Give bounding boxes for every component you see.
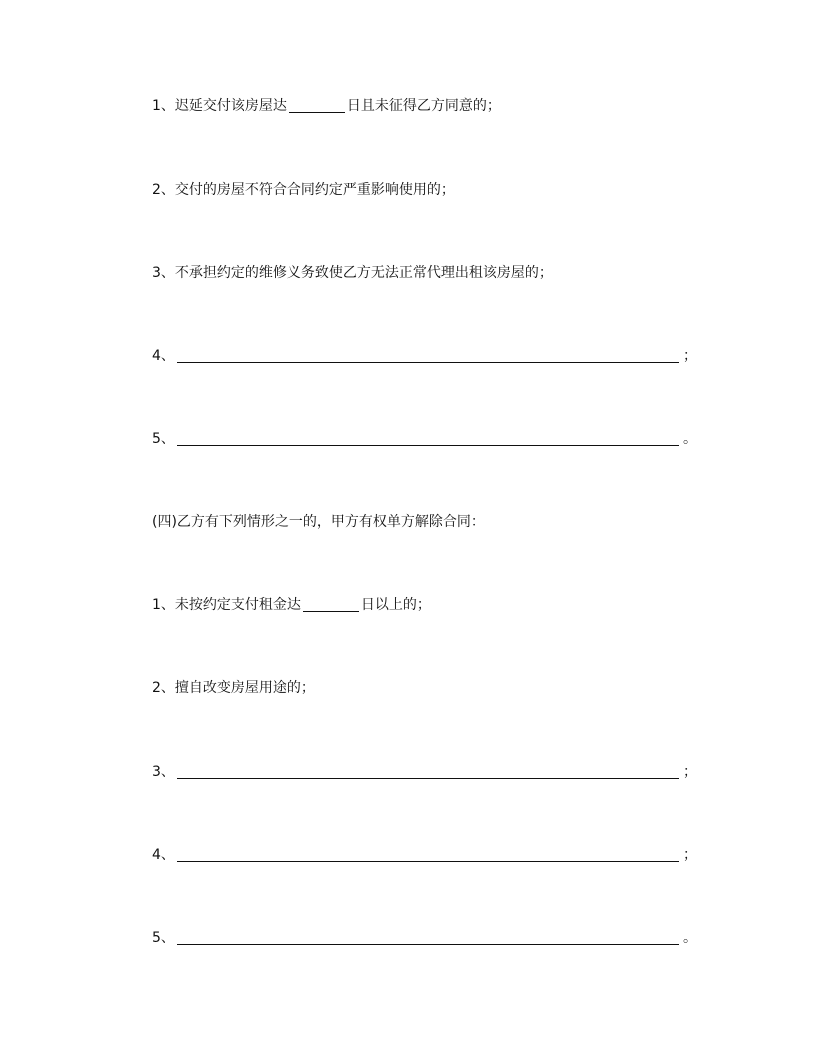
days-blank-field[interactable] <box>303 597 359 612</box>
item-text-before: 1、未按约定支付租金达 <box>152 597 301 613</box>
landlord-breach-item-1 <box>152 96 697 116</box>
tenant-breach-item-3 <box>152 762 697 782</box>
item-text-after: 日以上的； <box>360 597 431 613</box>
tenant-breach-item-1 <box>152 595 697 615</box>
tenant-breach-item-5 <box>152 928 697 948</box>
days-blank-field[interactable] <box>289 98 345 113</box>
fill-in-blank-line[interactable] <box>177 348 679 363</box>
item-number: 5、 <box>152 930 175 946</box>
item-text: 3、不承担约定的维修义务致使乙方无法正常代理出租该房屋的； <box>152 265 553 281</box>
item-text-after: 日且未征得乙方同意的； <box>346 98 501 114</box>
item-text: 2、擅自改变房屋用途的； <box>152 680 315 696</box>
landlord-breach-item-5 <box>152 429 697 449</box>
tenant-breach-item-2 <box>152 678 697 698</box>
landlord-breach-item-4 <box>152 346 697 366</box>
item-number: 4、 <box>152 348 175 364</box>
landlord-breach-item-2 <box>152 180 697 200</box>
item-end-punct: ； <box>683 847 697 863</box>
item-number: 3、 <box>152 764 175 780</box>
item-text: 2、交付的房屋不符合合同约定严重影响使用的； <box>152 182 455 198</box>
fill-in-blank-line[interactable] <box>177 764 679 779</box>
item-end-punct: 。 <box>683 930 697 946</box>
fill-in-blank-line[interactable] <box>177 431 679 446</box>
heading-text: (四)乙方有下列情形之一的，甲方有权单方解除合同： <box>152 514 485 530</box>
tenant-breach-item-4 <box>152 845 697 865</box>
item-end-punct: ； <box>683 764 697 780</box>
section-four-heading <box>152 512 697 532</box>
item-end-punct: 。 <box>683 431 697 447</box>
landlord-breach-item-3 <box>152 263 697 283</box>
fill-in-blank-line[interactable] <box>177 847 679 862</box>
item-text-before: 1、迟延交付该房屋达 <box>152 98 287 114</box>
item-number: 5、 <box>152 431 175 447</box>
item-number: 4、 <box>152 847 175 863</box>
fill-in-blank-line[interactable] <box>177 930 679 945</box>
item-end-punct: ； <box>683 348 697 364</box>
